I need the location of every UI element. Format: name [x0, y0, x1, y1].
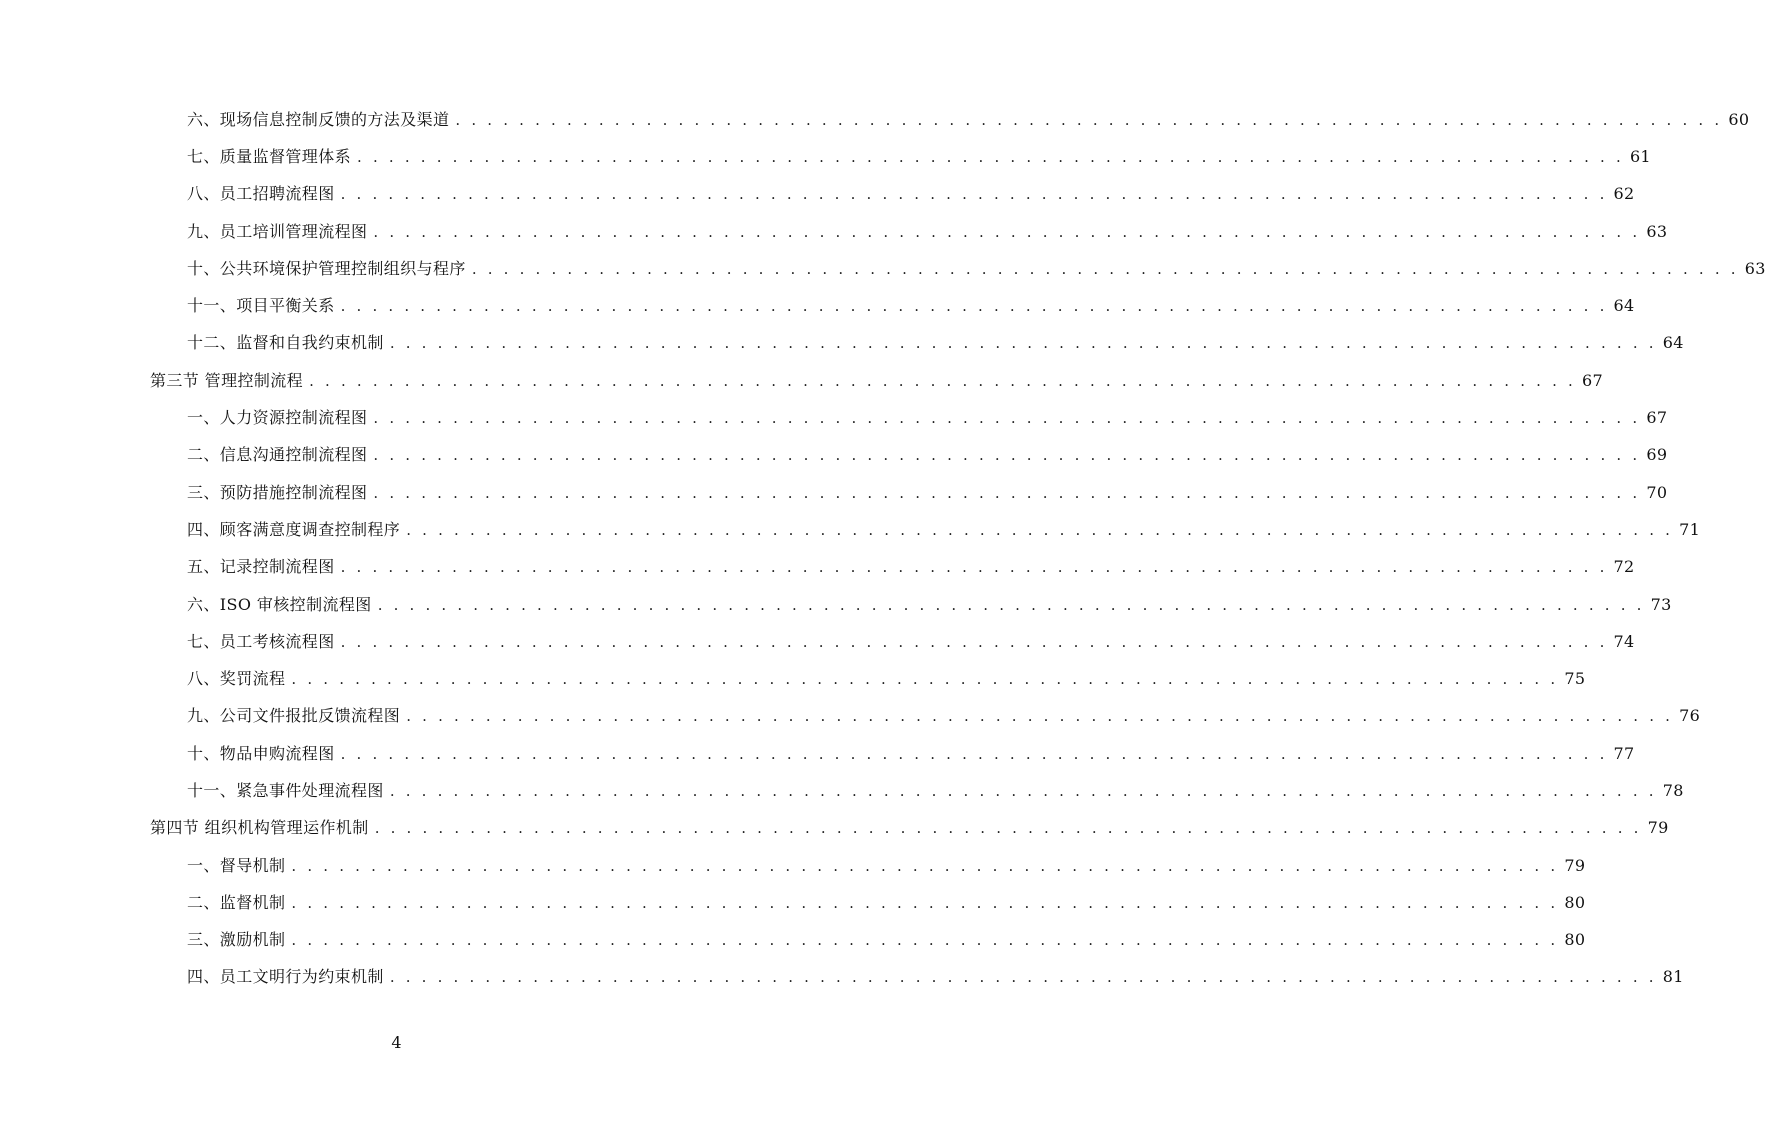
toc-entry-title: 一、督导机制 — [187, 855, 286, 875]
toc-dot-leader: . . . . . . . . . . . . . . . . . . . . . . . . . . . . . . . . . . . . . . . . . . . . . . . . . . . . . . . . . . . . . . . . . . . . . . . . . . . . . . . . — [340, 297, 1608, 316]
toc-dot-leader: . . . . . . . . . . . . . . . . . . . . . . . . . . . . . . . . . . . . . . . . . . . . . . . . . . . . . . . . . . . . . . . . . . . . . . . . . . . . . . . . — [373, 409, 1641, 428]
toc-entry[interactable] — [0, 735, 1635, 772]
toc-dot-leader: . . . . . . . . . . . . . . . . . . . . . . . . . . . . . . . . . . . . . . . . . . . . . . . . . . . . . . . . . . . . . . . . . . . . . . . . . . . . . . . . — [291, 931, 1559, 950]
toc-entry-line — [187, 594, 1672, 615]
toc-entry-title: 十一、项目平衡关系 — [187, 296, 335, 316]
toc-dot-leader: . . . . . . . . . . . . . . . . . . . . . . . . . . . . . . . . . . . . . . . . . . . . . . . . . . . . . . . . . . . . . . . . . . . . . . . . . . . . . . . . — [373, 483, 1641, 502]
toc-entry-page-number: 80 — [1564, 892, 1586, 912]
toc-dot-leader: . . . . . . . . . . . . . . . . . . . . . . . . . . . . . . . . . . . . . . . . . . . . . . . . . . . . . . . . . . . . . . . . . . . . . . . . . . . . . . . . — [373, 222, 1641, 241]
toc-entry-title: 三、预防措施控制流程图 — [187, 482, 368, 502]
toc-entry-line — [187, 706, 1701, 726]
toc-entry-title: 九、员工培训管理流程图 — [187, 221, 368, 241]
toc-entry-title: 五、记录控制流程图 — [187, 557, 335, 577]
toc-entry-title: 七、质量监督管理体系 — [187, 146, 352, 166]
toc-entry[interactable] — [0, 623, 1635, 660]
toc-entry-page-number: 72 — [1613, 557, 1635, 577]
toc-dot-leader: . . . . . . . . . . . . . . . . . . . . . . . . . . . . . . . . . . . . . . . . . . . . . . . . . . . . . . . . . . . . . . . . . . . . . . . . . . . . . . . . — [340, 185, 1608, 204]
toc-entry-page-number: 60 — [1728, 109, 1750, 129]
toc-dot-leader: . . . . . . . . . . . . . . . . . . . . . . . . . . . . . . . . . . . . . . . . . . . . . . . . . . . . . . . . . . . . . . . . . . . . . . . . . . . . . . . . — [357, 147, 1624, 166]
toc-entry-page-number: 75 — [1564, 669, 1586, 689]
toc-entry-page-number: 61 — [1629, 146, 1651, 166]
toc-entry-page-number: 77 — [1613, 743, 1635, 763]
toc-dot-leader: . . . . . . . . . . . . . . . . . . . . . . . . . . . . . . . . . . . . . . . . . . . . . . . . . . . . . . . . . . . . . . . . . . . . . . . . . . . . . . . . — [406, 520, 1674, 539]
toc-entry-title: 三、激励机制 — [187, 930, 286, 950]
toc-dot-leader: . . . . . . . . . . . . . . . . . . . . . . . . . . . . . . . . . . . . . . . . . . . . . . . . . . . . . . . . . . . . . . . . . . . . . . . . . . . . . . . . — [389, 334, 1657, 353]
toc-entry-line — [187, 333, 1684, 353]
toc-entry[interactable] — [0, 847, 1586, 884]
toc-dot-leader: . . . . . . . . . . . . . . . . . . . . . . . . . . . . . . . . . . . . . . . . . . . . . . . . . . . . . . . . . . . . . . . . . . . . . . . . . . . . . . . . — [309, 371, 1577, 390]
toc-entry[interactable] — [0, 437, 1668, 474]
toc-entry-page-number: 80 — [1564, 930, 1586, 950]
toc-entry-title: 一、人力资源控制流程图 — [187, 408, 368, 428]
toc-entry-line — [187, 146, 1651, 167]
toc-entry-title: 四、顾客满意度调查控制程序 — [187, 519, 401, 539]
toc-entry[interactable] — [0, 399, 1668, 436]
toc-entry[interactable] — [0, 549, 1635, 586]
toc-entry-page-number: 73 — [1650, 594, 1672, 614]
toc-entry-page-number: 64 — [1662, 333, 1684, 353]
toc-entry-line — [187, 519, 1701, 540]
toc-entry-line — [187, 930, 1586, 950]
toc-entry-title: 四、员工文明行为约束机制 — [187, 967, 384, 987]
toc-entry-line — [187, 184, 1635, 204]
toc-entry-line — [187, 892, 1586, 913]
toc-entry-line — [150, 370, 1603, 391]
toc-entry-page-number: 69 — [1646, 445, 1668, 465]
toc-dot-leader: . . . . . . . . . . . . . . . . . . . . . . . . . . . . . . . . . . . . . . . . . . . . . . . . . . . . . . . . . . . . . . . . . . . . . . . . . . . . . . . . — [377, 595, 1645, 614]
toc-entry-page-number: 79 — [1564, 855, 1586, 875]
toc-entry-title: 第三节 管理控制流程 — [150, 370, 304, 390]
toc-entry[interactable] — [0, 772, 1684, 809]
toc-entry[interactable] — [0, 101, 1750, 138]
toc-dot-leader: . . . . . . . . . . . . . . . . . . . . . . . . . . . . . . . . . . . . . . . . . . . . . . . . . . . . . . . . . . . . . . . . . . . . . . . . . . . . . . . . — [340, 744, 1608, 763]
toc-entry-line — [187, 967, 1684, 987]
toc-entry-page-number: 71 — [1679, 519, 1701, 539]
toc-dot-leader: . . . . . . . . . . . . . . . . . . . . . . . . . . . . . . . . . . . . . . . . . . . . . . . . . . . . . . . . . . . . . . . . . . . . . . . . . . . . . . . . — [291, 670, 1559, 689]
toc-entry-title: 第四节 组织机构管理运作机制 — [150, 818, 369, 838]
toc-entry-line — [187, 669, 1586, 689]
toc-entry-page-number: 63 — [1646, 221, 1668, 241]
toc-entry-page-number: 78 — [1662, 780, 1684, 800]
toc-section-entry[interactable] — [0, 362, 1603, 399]
toc-entry-line — [187, 482, 1668, 503]
toc-dot-leader: . . . . . . . . . . . . . . . . . . . . . . . . . . . . . . . . . . . . . . . . . . . . . . . . . . . . . . . . . . . . . . . . . . . . . . . . . . . . . . . . — [291, 893, 1559, 912]
toc-dot-leader: . . . . . . . . . . . . . . . . . . . . . . . . . . . . . . . . . . . . . . . . . . . . . . . . . . . . . . . . . . . . . . . . . . . . . . . . . . . . . . . . — [340, 632, 1608, 651]
toc-entry[interactable] — [0, 884, 1586, 921]
toc-section-entry[interactable] — [0, 810, 1669, 847]
toc-entry-page-number: 74 — [1613, 631, 1635, 651]
toc-dot-leader: . . . . . . . . . . . . . . . . . . . . . . . . . . . . . . . . . . . . . . . . . . . . . . . . . . . . . . . . . . . . . . . . . . . . . . . . . . . . . . . . — [389, 781, 1657, 800]
toc-entry-title: 七、员工考核流程图 — [187, 631, 335, 651]
toc-entry-title: 十、公共环境保护管理控制组织与程序 — [187, 258, 466, 278]
toc-entry[interactable] — [0, 474, 1668, 511]
toc-dot-leader: . . . . . . . . . . . . . . . . . . . . . . . . . . . . . . . . . . . . . . . . . . . . . . . . . . . . . . . . . . . . . . . . . . . . . . . . . . . . . . . . — [291, 856, 1559, 875]
toc-entry[interactable] — [0, 511, 1701, 548]
toc-entry[interactable] — [0, 287, 1635, 324]
toc-entry[interactable] — [0, 250, 1766, 287]
toc-entry-page-number: 62 — [1613, 184, 1635, 204]
toc-entry[interactable] — [0, 698, 1701, 735]
toc-entry-line — [150, 818, 1669, 838]
toc-entry[interactable] — [0, 959, 1684, 996]
toc-entry-title: 六、现场信息控制反馈的方法及渠道 — [187, 109, 450, 129]
toc-entry-page-number: 76 — [1679, 706, 1701, 726]
toc-entry-title: 十二、监督和自我约束机制 — [187, 333, 384, 353]
toc-entry-line — [187, 296, 1635, 316]
toc-entry-line — [187, 855, 1586, 876]
toc-entry-page-number: 64 — [1613, 296, 1635, 316]
toc-entry-title: 六、ISO 审核控制流程图 — [187, 594, 372, 614]
toc-entry-page-number: 67 — [1582, 370, 1603, 390]
toc-entry-line — [187, 408, 1668, 428]
toc-entry[interactable] — [0, 213, 1668, 250]
toc-entry-title: 二、监督机制 — [187, 892, 286, 912]
toc-dot-leader: . . . . . . . . . . . . . . . . . . . . . . . . . . . . . . . . . . . . . . . . . . . . . . . . . . . . . . . . . . . . . . . . . . . . . . . . . . . . . . . . — [340, 558, 1608, 577]
toc-entry[interactable] — [0, 176, 1635, 213]
toc-entry-title: 八、员工招聘流程图 — [187, 184, 335, 204]
toc-entry-line — [187, 109, 1750, 130]
toc-entry-page-number: 70 — [1646, 482, 1668, 502]
toc-entry-page-number: 63 — [1744, 258, 1766, 278]
toc-entry-line — [187, 445, 1668, 465]
toc-entry-page-number: 79 — [1647, 818, 1669, 838]
page-number: 4 — [391, 1033, 402, 1052]
toc-dot-leader: . . . . . . . . . . . . . . . . . . . . . . . . . . . . . . . . . . . . . . . . . . . . . . . . . . . . . . . . . . . . . . . . . . . . . . . . . . . . . . . . — [406, 707, 1674, 726]
toc-entry-title: 九、公司文件报批反馈流程图 — [187, 706, 401, 726]
toc-entry[interactable] — [0, 586, 1672, 623]
toc-entry-line — [187, 557, 1635, 577]
toc-entry[interactable] — [0, 660, 1586, 697]
toc-entry-title: 二、信息沟通控制流程图 — [187, 445, 368, 465]
toc-entry-page-number: 67 — [1646, 408, 1668, 428]
toc-entry-line — [187, 631, 1635, 652]
toc-dot-leader: . . . . . . . . . . . . . . . . . . . . . . . . . . . . . . . . . . . . . . . . . . . . . . . . . . . . . . . . . . . . . . . . . . . . . . . . . . . . . . . . — [455, 110, 1723, 129]
toc-entry-line — [187, 258, 1766, 279]
toc-entry-title: 十一、紧急事件处理流程图 — [187, 780, 384, 800]
toc-dot-leader: . . . . . . . . . . . . . . . . . . . . . . . . . . . . . . . . . . . . . . . . . . . . . . . . . . . . . . . . . . . . . . . . . . . . . . . . . . . . . . . . — [471, 259, 1739, 278]
toc-entry-page-number: 81 — [1662, 967, 1684, 987]
toc-entry[interactable] — [0, 138, 1651, 175]
toc-entry-title: 十、物品申购流程图 — [187, 743, 335, 763]
toc-entry-line — [187, 221, 1668, 242]
toc-entry-line — [187, 743, 1635, 764]
toc-dot-leader: . . . . . . . . . . . . . . . . . . . . . . . . . . . . . . . . . . . . . . . . . . . . . . . . . . . . . . . . . . . . . . . . . . . . . . . . . . . . . . . . — [374, 819, 1642, 838]
toc-entry-line — [187, 780, 1684, 801]
table-of-contents — [0, 101, 1766, 996]
toc-entry[interactable] — [0, 922, 1586, 959]
toc-entry-title: 八、奖罚流程 — [187, 669, 286, 689]
toc-dot-leader: . . . . . . . . . . . . . . . . . . . . . . . . . . . . . . . . . . . . . . . . . . . . . . . . . . . . . . . . . . . . . . . . . . . . . . . . . . . . . . . . — [373, 446, 1641, 465]
toc-dot-leader: . . . . . . . . . . . . . . . . . . . . . . . . . . . . . . . . . . . . . . . . . . . . . . . . . . . . . . . . . . . . . . . . . . . . . . . . . . . . . . . . — [389, 968, 1657, 987]
toc-entry[interactable] — [0, 325, 1684, 362]
